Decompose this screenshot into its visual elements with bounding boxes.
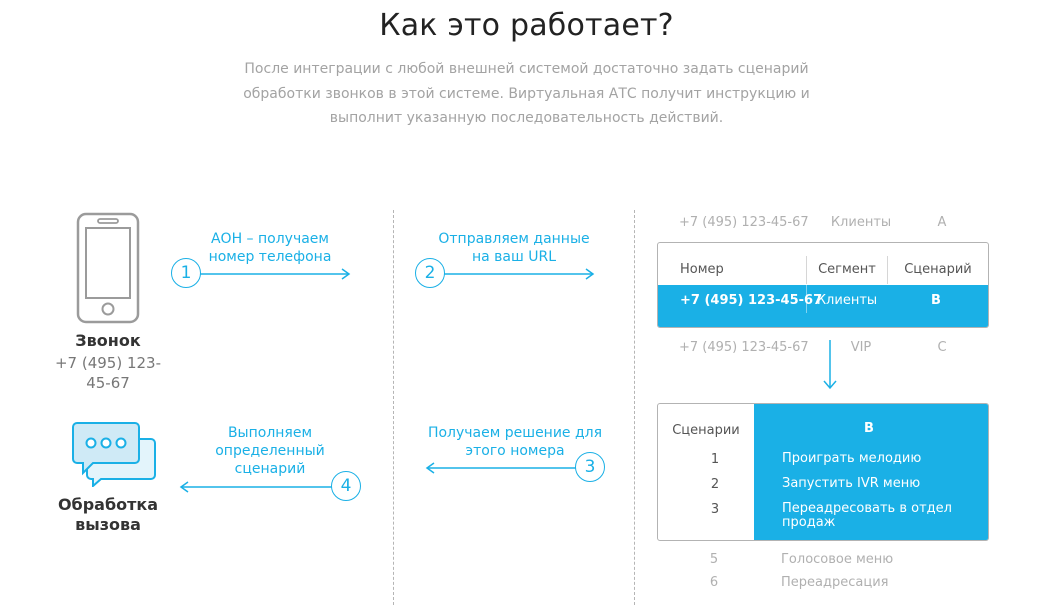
scenario-below-num-6: 6 <box>709 575 719 590</box>
phone-icon <box>76 212 140 324</box>
lookup-row-above-segment: Клиенты <box>830 215 892 230</box>
scenario-below-item-5: Голосовое меню <box>781 552 894 567</box>
step-1-badge: 1 <box>171 258 201 288</box>
scenarios-table <box>657 403 989 541</box>
lookup-selected-segment: Клиенты <box>816 293 878 308</box>
scenario-item-2: Запустить IVR меню <box>782 476 921 491</box>
step-1-text: АОН – получаем номер телефона <box>208 231 332 265</box>
scenario-below-num-5: 5 <box>709 552 719 567</box>
lookup-header-segment: Сегмент <box>818 262 876 277</box>
lookup-row-above-number: +7 (495) 123-45-67 <box>679 215 809 230</box>
scenario-num-2: 2 <box>710 477 720 492</box>
scenario-item-3: Переадресовать в отдел продаж <box>782 501 952 530</box>
lookup-header-number: Номер <box>680 262 724 277</box>
step-3-text: Получаем решение для этого номера <box>427 425 603 459</box>
step-4-badge: 4 <box>331 471 361 501</box>
step-3-badge: 3 <box>575 452 605 482</box>
lookup-row-above-scenario: A <box>937 215 947 230</box>
arrow-down-icon <box>823 340 837 392</box>
lookup-selected-row <box>658 285 988 327</box>
scenario-below-item-6: Переадресация <box>781 575 889 590</box>
call-title: Звонок <box>75 331 141 350</box>
lookup-selected-number: +7 (495) 123-45-67 <box>680 293 823 308</box>
step-2-text: Отправляем данные на ваш URL <box>438 231 590 265</box>
arrow-right-icon <box>186 268 352 280</box>
lookup-row-below-number: +7 (495) 123-45-67 <box>679 340 809 355</box>
arrow-right-icon <box>430 268 596 280</box>
processing-title: Обработка вызова <box>57 495 159 534</box>
page-subtitle: После интеграции с любой внешней системой достаточно задать сценарий обработки звонков в этой системе. Виртуальная АТС получит инструкцию и выполнит указанную последовательность действий. <box>243 61 810 126</box>
lookup-row-below-segment: VIP <box>850 340 872 355</box>
scenarios-selected-column <box>754 404 988 540</box>
scenario-num-1: 1 <box>710 452 720 467</box>
scenario-item-1: Проиграть мелодию <box>782 451 922 466</box>
lookup-selected-scenario: B <box>931 293 941 308</box>
call-number: +7 (495) 123-45-67 <box>54 354 162 392</box>
step-2-badge: 2 <box>415 258 445 288</box>
scenarios-selected-letter: B <box>864 421 874 436</box>
lookup-table <box>657 242 989 328</box>
column-divider-1 <box>393 210 394 605</box>
scenarios-header: Сценарии <box>672 423 740 438</box>
lookup-row-below-scenario: C <box>937 340 947 355</box>
chat-icon <box>71 421 157 487</box>
arrow-left-icon <box>178 481 346 493</box>
step-4-text: Выполняем определенный сценарий <box>215 425 325 477</box>
lookup-header-scenario: Сценарий <box>904 262 972 277</box>
arrow-left-icon <box>424 462 590 474</box>
column-divider-2 <box>634 210 635 605</box>
scenario-num-3: 3 <box>710 502 720 517</box>
page-title: Как это работает? <box>379 8 674 43</box>
